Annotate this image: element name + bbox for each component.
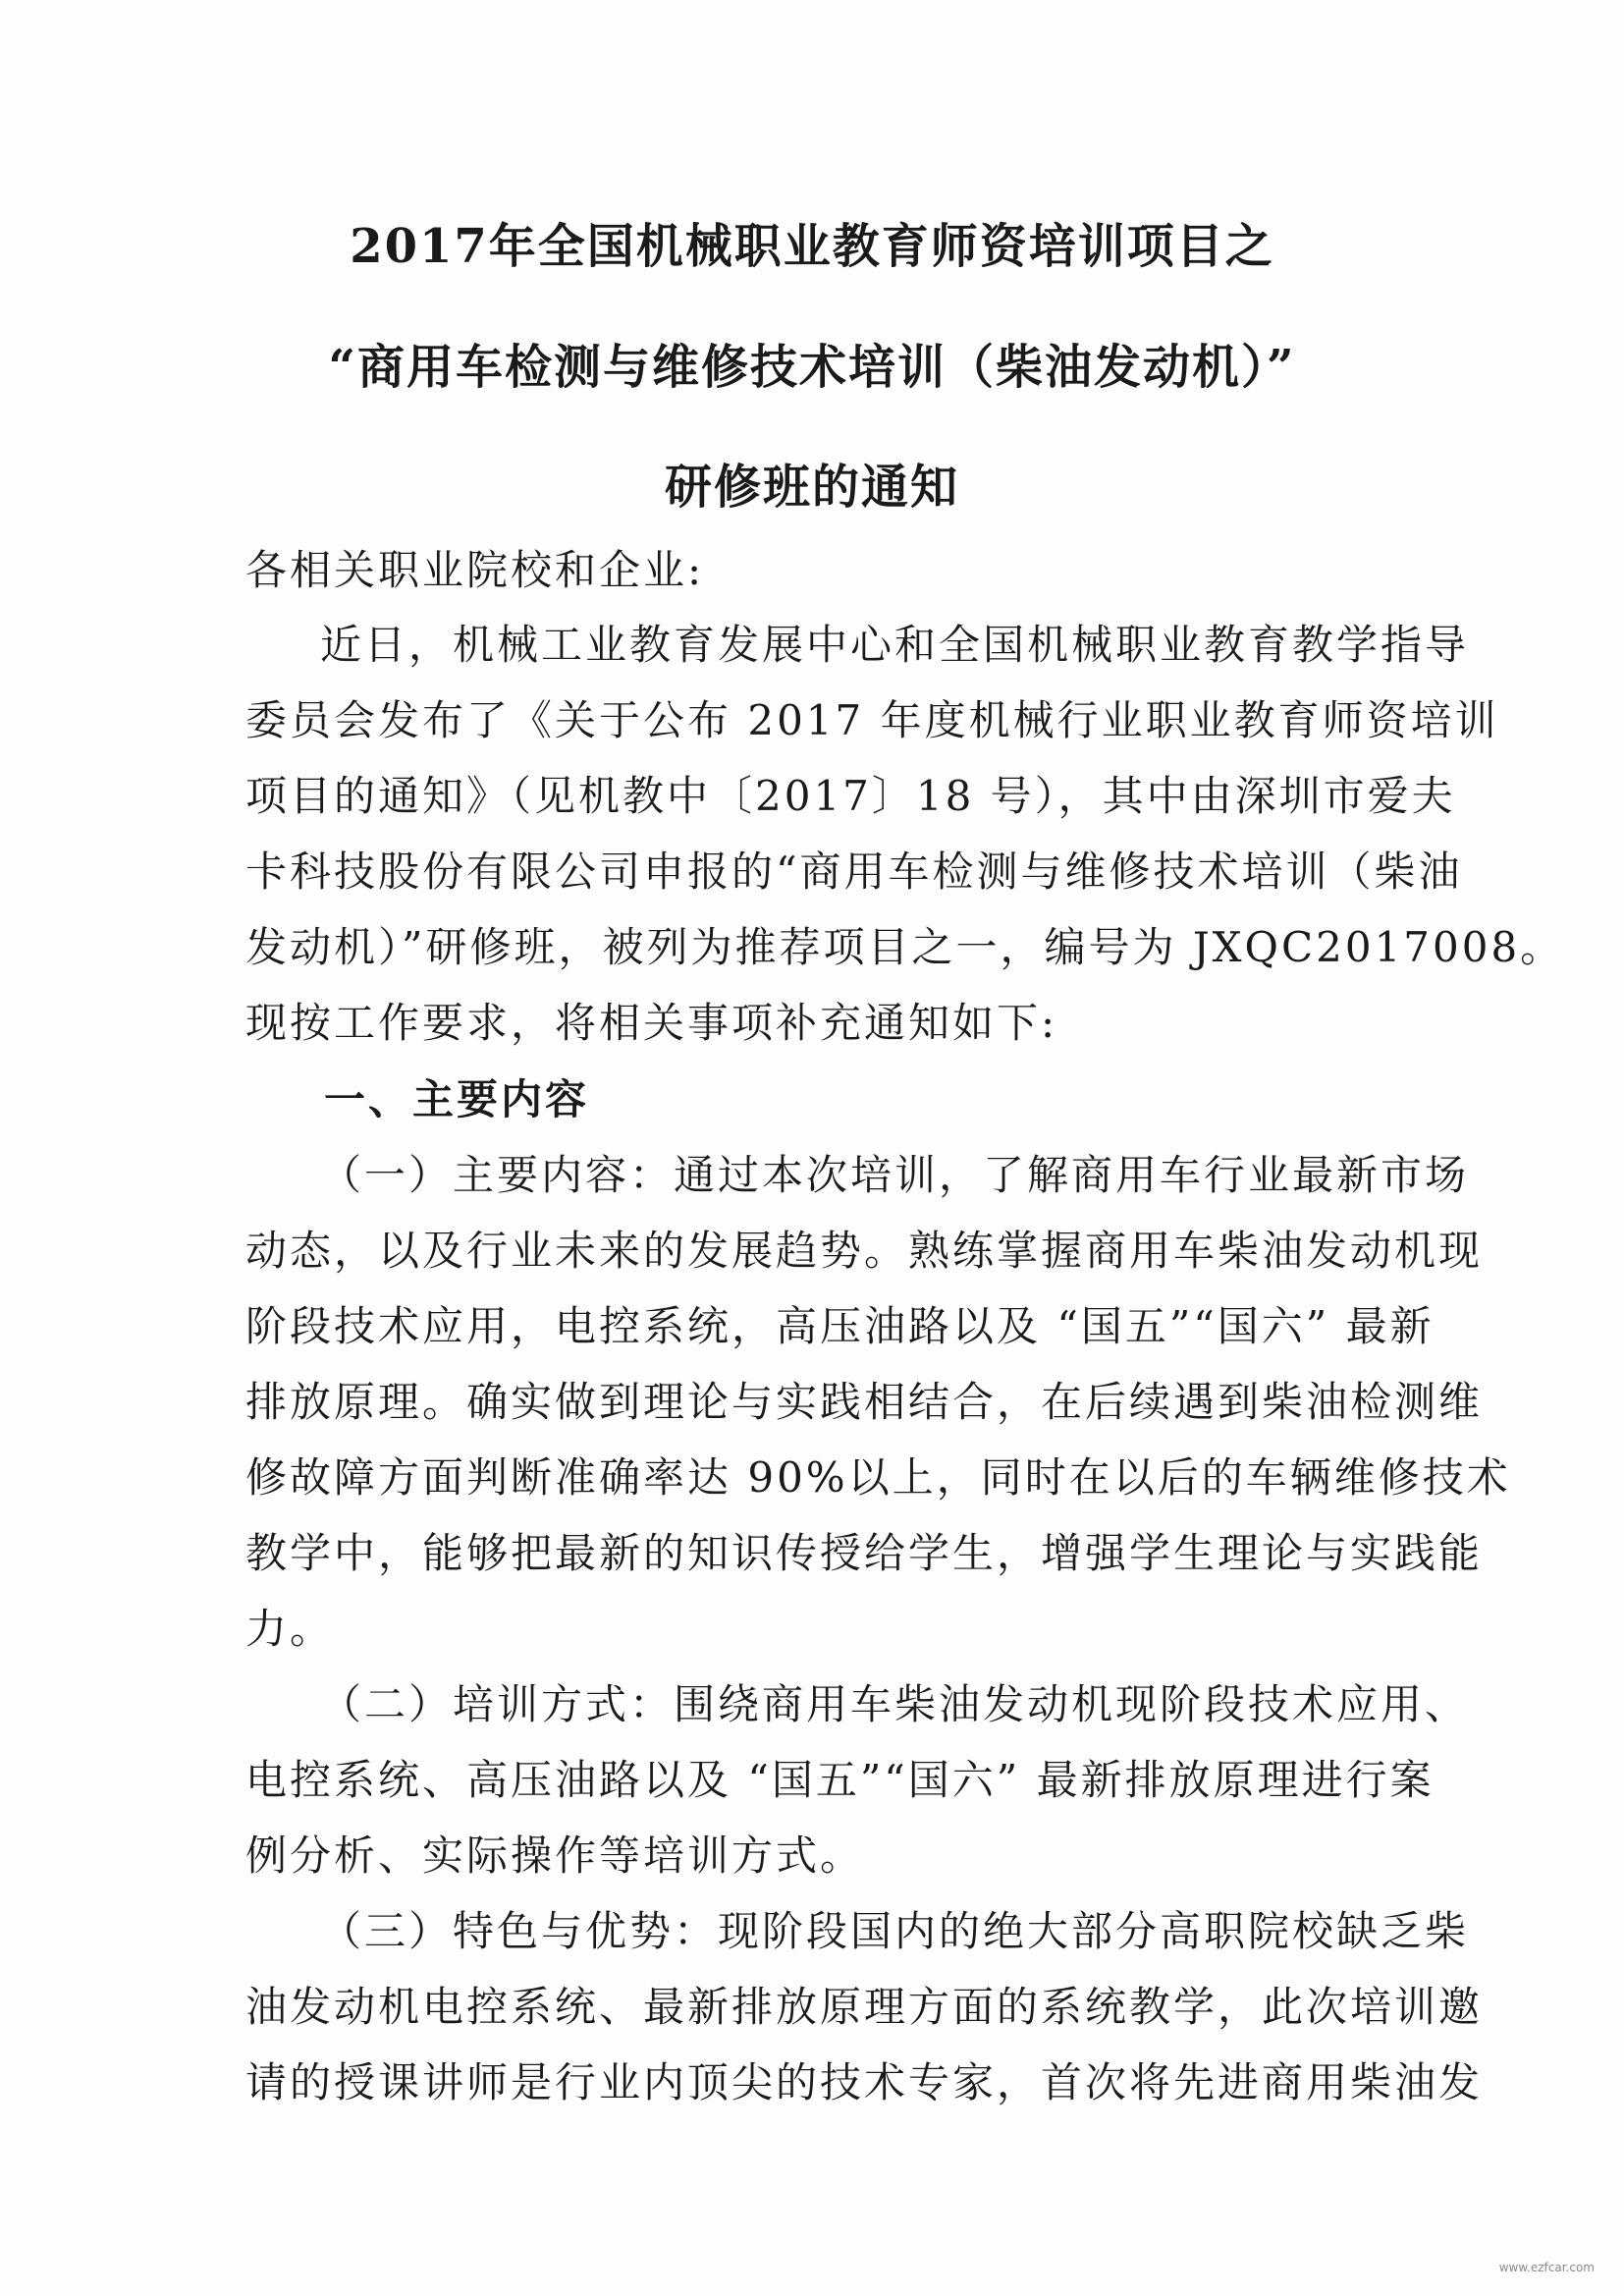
paragraph-line: 项目的通知》（见机教中〔2017〕18 号），其中由深圳市爱夫 bbox=[245, 772, 1456, 820]
paragraph-line: 修故障方面判断准确率达 90%以上，同时在以后的车辆维修技术 bbox=[245, 1453, 1511, 1502]
paragraph-line: 动态，以及行业未来的发展趋势。熟练掌握商用车柴油发动机现 bbox=[245, 1227, 1484, 1275]
site-watermark: www.ezfcar.com bbox=[1498, 2261, 1595, 2274]
paragraph-line: （一）主要内容：通过本次培训，了解商用车行业最新市场 bbox=[320, 1151, 1470, 1199]
paragraph-line: 电控系统、高压油路以及 “国五”“国六” 最新排放原理进行案 bbox=[245, 1756, 1435, 1804]
paragraph-line: 例分析、实际操作等培训方式。 bbox=[245, 1831, 865, 1880]
paragraph-line: 请的授课讲师是行业内顶尖的技术专家，首次将先进商用柴油发 bbox=[245, 2058, 1484, 2106]
paragraph-line: 油发动机电控系统、最新排放原理方面的系统教学，此次培训邀 bbox=[245, 1983, 1484, 2031]
paragraph-line: 卡科技股份有限公司申报的“商用车检测与维修技术培训（柴油 bbox=[245, 847, 1463, 896]
paragraph-line: 发动机）”研修班，被列为推荐项目之一，编号为 JXQC2017008。 bbox=[245, 923, 1565, 971]
paragraph-line: （二）培训方式：围绕商用车柴油发动机现阶段技术应用、 bbox=[320, 1680, 1470, 1728]
paragraph-line: （三）特色与优势：现阶段国内的绝大部分高职院校缺乏柴 bbox=[320, 1907, 1470, 1955]
title-line-1: 2017年全国机械职业教育师资培训项目之 bbox=[350, 219, 1274, 274]
title-line-2: “商用车检测与维修技术培训（柴油发动机）” bbox=[328, 340, 1296, 395]
paragraph-line: 近日，机械工业教育发展中心和全国机械职业教育教学指导 bbox=[320, 621, 1470, 669]
section-heading: 一、主要内容 bbox=[324, 1075, 590, 1123]
paragraph-line: 现按工作要求，将相关事项补充通知如下: bbox=[245, 999, 1058, 1047]
paragraph-line: 教学中，能够把最新的知识传授给学生，增强学生理论与实践能 bbox=[245, 1529, 1484, 1577]
paragraph-line: 力。 bbox=[245, 1605, 335, 1653]
paragraph-line: 排放原理。确实做到理论与实践相结合，在后续遇到柴油检测维 bbox=[245, 1378, 1484, 1426]
paragraph-line: 委员会发布了《关于公布 2017 年度机械行业职业教育师资培训 bbox=[245, 696, 1499, 744]
title-line-3: 研修班的通知 bbox=[664, 460, 959, 515]
salutation: 各相关职业院校和企业: bbox=[245, 546, 705, 594]
paragraph-line: 阶段技术应用，电控系统，高压油路以及 “国五”“国六” 最新 bbox=[245, 1302, 1435, 1350]
